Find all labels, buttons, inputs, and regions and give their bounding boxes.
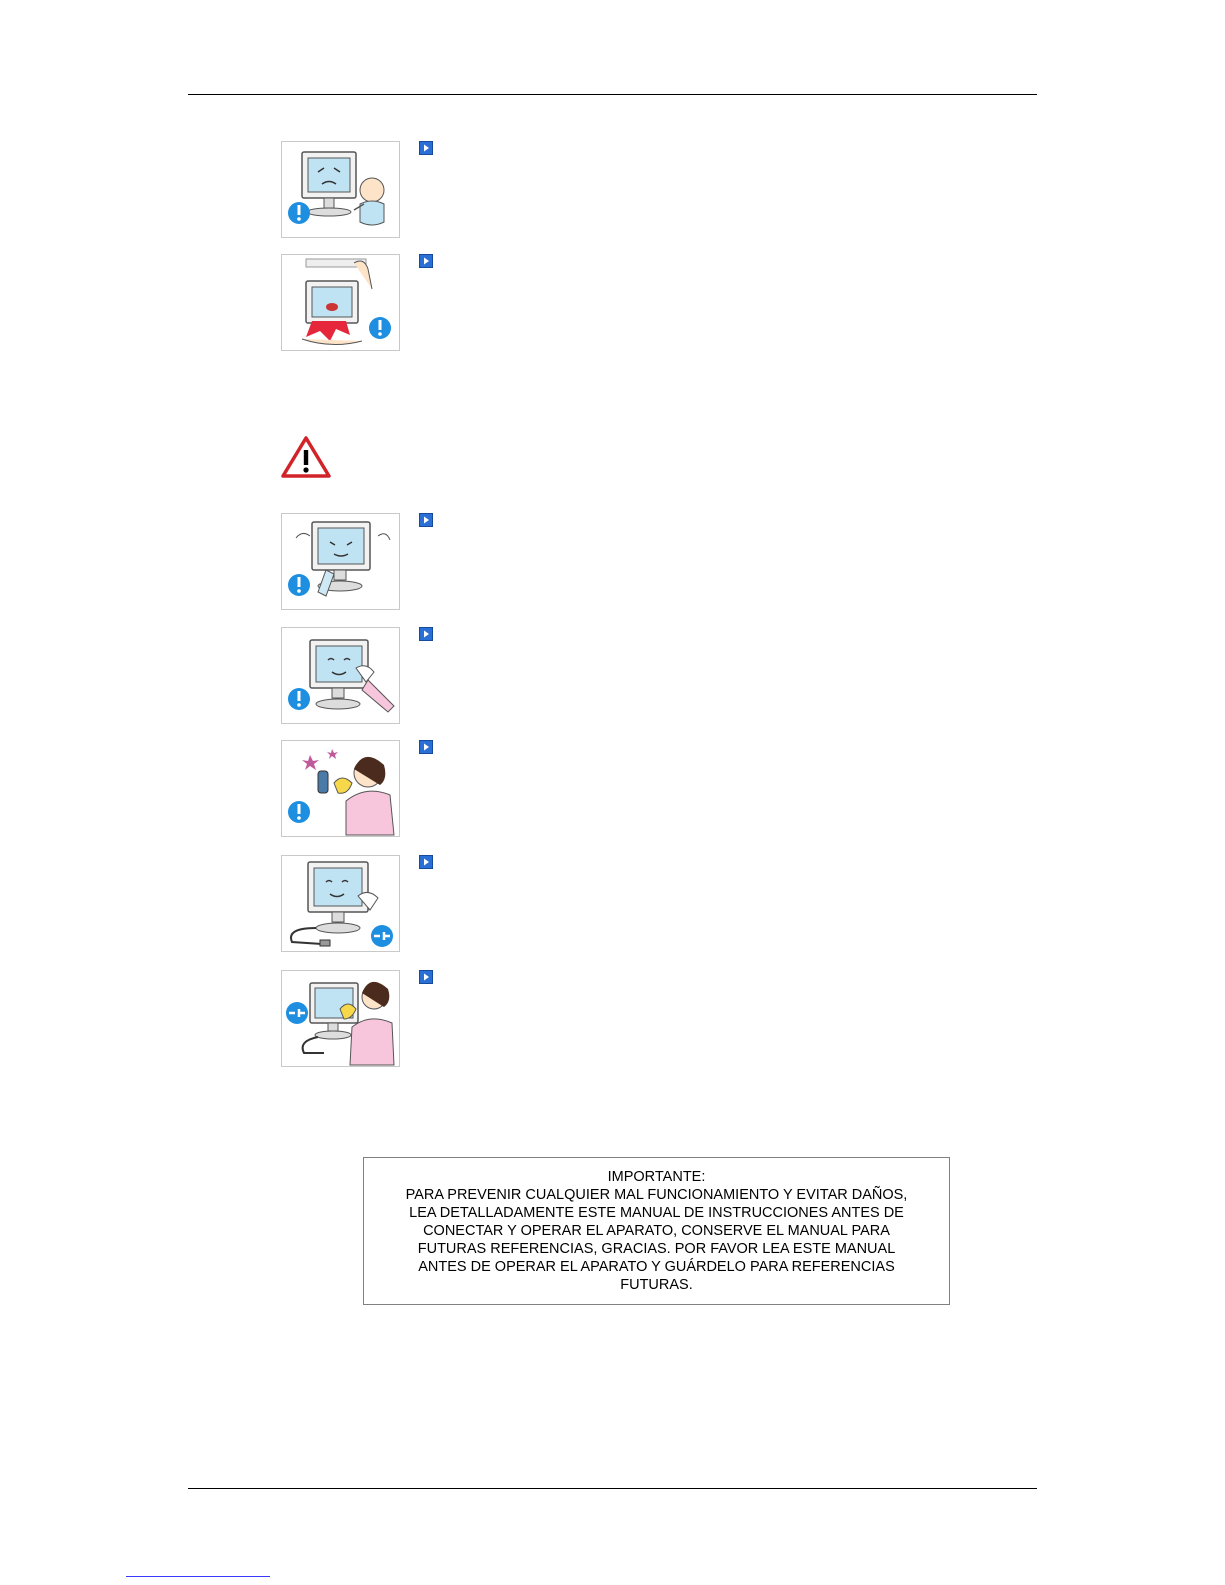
monitor-wiped-cloth-icon bbox=[281, 627, 400, 724]
woman-cleaning-unplugged-monitor-icon bbox=[281, 970, 400, 1067]
woman-cleaning-plug-icon bbox=[281, 740, 400, 837]
monitor-unplugged-cleaning-icon bbox=[281, 855, 400, 952]
baby-near-monitor-icon bbox=[281, 141, 400, 238]
bullet-arrow-icon bbox=[419, 970, 433, 984]
bullet-arrow-icon bbox=[419, 513, 433, 527]
notice-line: PARA PREVENIR CUALQUIER MAL FUNCIONAMIENTO Y EVITAR DAÑOS, bbox=[405, 1187, 908, 1203]
header-rule bbox=[188, 94, 1037, 95]
bullet-arrow-icon bbox=[419, 740, 433, 754]
bullet-arrow-icon bbox=[419, 141, 433, 155]
notice-line: FUTURAS. bbox=[620, 1277, 693, 1293]
monitor-dropped-hands-icon bbox=[281, 254, 400, 351]
bullet-arrow-icon bbox=[419, 855, 433, 869]
bullet-arrow-icon bbox=[419, 254, 433, 268]
important-notice-box bbox=[363, 1157, 950, 1305]
notice-line: LEA DETALLADAMENTE ESTE MANUAL DE INSTRUCCIONES ANTES DE bbox=[409, 1205, 904, 1221]
footer-rule bbox=[188, 1488, 1037, 1489]
footer-link-underline[interactable] bbox=[126, 1576, 270, 1577]
bullet-arrow-icon bbox=[419, 627, 433, 641]
notice-heading: IMPORTANTE: bbox=[607, 1169, 706, 1185]
monitor-sprayed-cleaner-icon bbox=[281, 513, 400, 610]
warning-triangle-icon bbox=[281, 435, 331, 479]
notice-line: FUTURAS REFERENCIAS, GRACIAS. POR FAVOR LEA ESTE MANUAL bbox=[417, 1241, 896, 1257]
notice-line: CONECTAR Y OPERAR EL APARATO, CONSERVE EL MANUAL PARA bbox=[423, 1223, 890, 1239]
notice-line: ANTES DE OPERAR EL APARATO Y GUÁRDELO PARA REFERENCIAS bbox=[418, 1259, 895, 1275]
